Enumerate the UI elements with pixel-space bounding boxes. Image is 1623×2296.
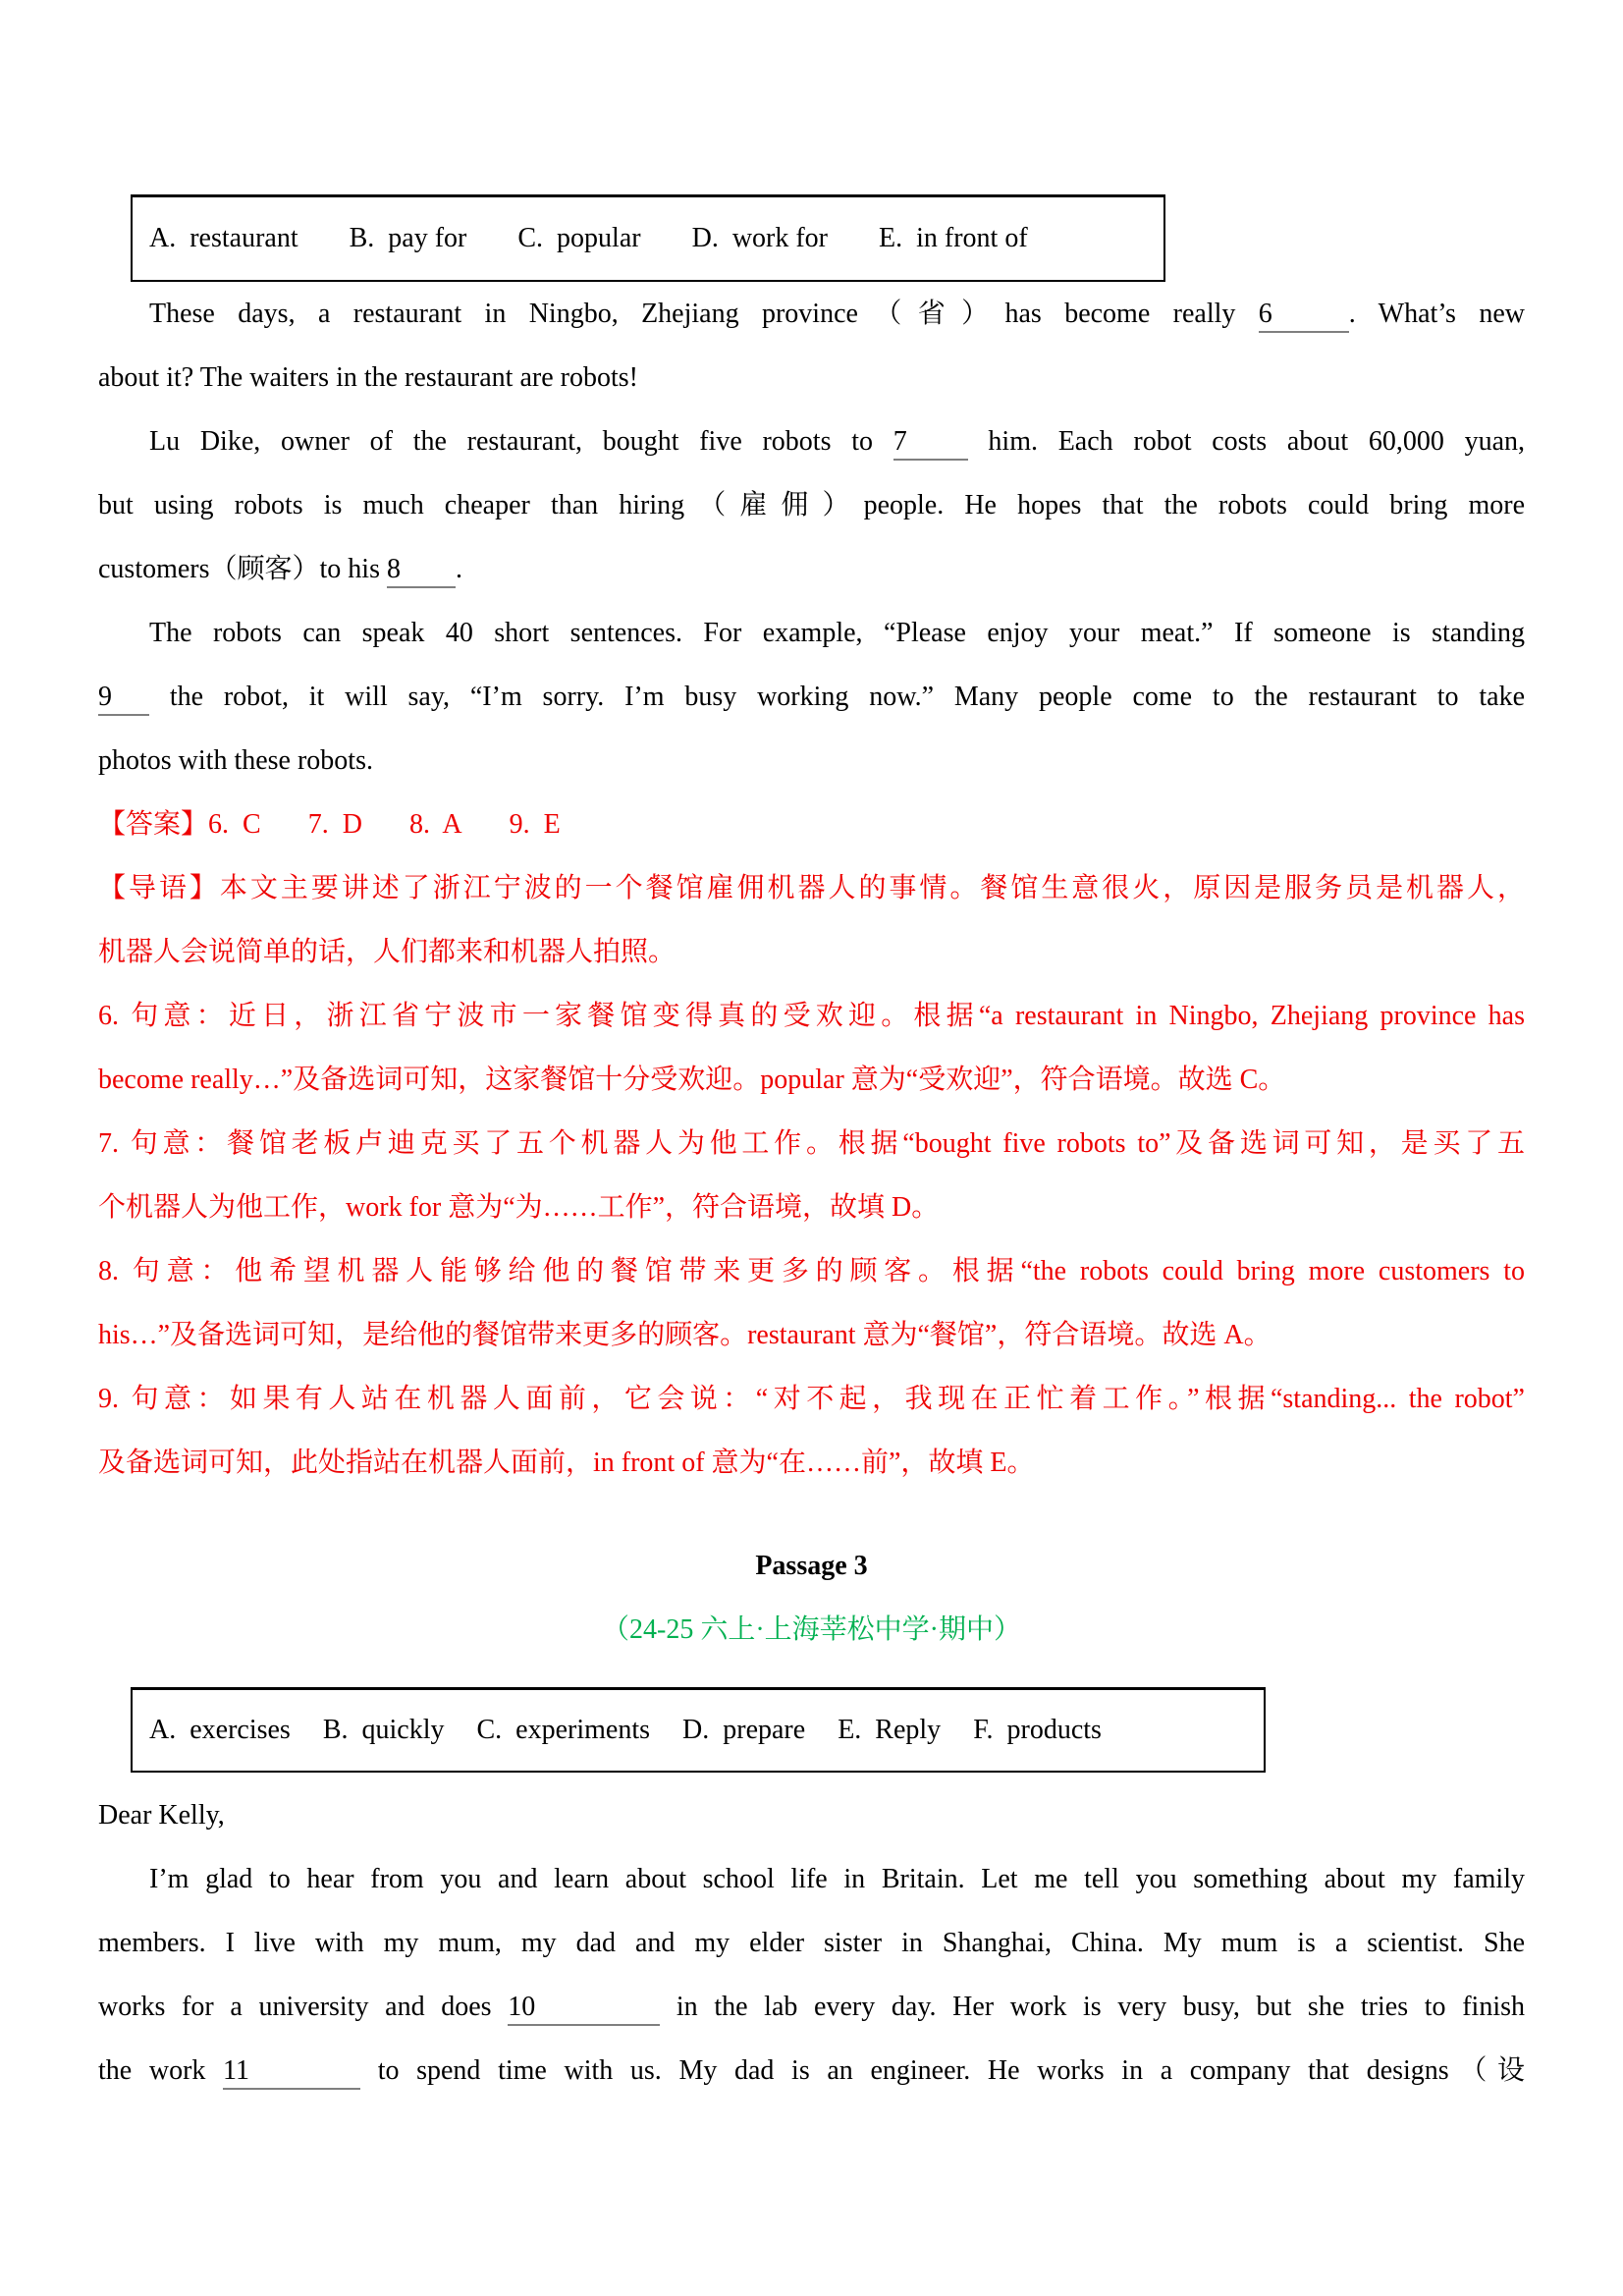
text-line (98, 346, 1525, 410)
option-item: 9. E (509, 809, 561, 840)
text-line (98, 601, 1525, 665)
option-item: F. products (973, 1715, 1102, 1745)
text-line (98, 410, 1525, 473)
text-line (98, 1367, 1525, 1431)
answer-label: 【答案】 (98, 809, 209, 840)
answer-items (208, 809, 561, 840)
option-item: C. experiments (476, 1715, 651, 1745)
word-bank-passage3 (131, 1687, 1266, 1773)
text-line (98, 920, 1525, 984)
option-item: A. exercises (149, 1715, 291, 1745)
passage3-body (98, 1847, 1525, 2103)
text-line (98, 473, 1525, 537)
text-line (98, 1431, 1525, 1495)
fill-blank-10: 10 (508, 1992, 660, 2026)
text-run: about it? The waiters in the restaurant are robots! (98, 362, 638, 393)
letter-salutation: Dear Kelly, (98, 1800, 225, 1831)
text-run: photos with these robots. (98, 745, 373, 776)
text-run: the robot, it will say, “I’m sorry. I’m busy working now.” Many people come to the restaurant to take (149, 682, 1525, 712)
text-run: members. I live with my mum, my dad and my elder sister in Shanghai, China. My mum is a scientist. She (98, 1928, 1525, 1958)
text-run: him. Each robot costs about 60,000 yuan, (967, 426, 1525, 457)
option-item: 7. D (307, 809, 362, 840)
fill-blank-9: 9 (98, 682, 149, 716)
option-item: B. quickly (322, 1715, 445, 1745)
text-line (98, 1175, 1525, 1239)
text-run: 个机器人为他工作，work for 意为“为……工作”，符合语境，故填 D。 (98, 1192, 940, 1223)
answer-line (98, 793, 1525, 856)
text-run: . (456, 554, 462, 584)
text-run: but using robots is much cheaper than hiring（雇佣）people. He hopes that the robots could bring more (98, 490, 1525, 520)
text-run: 【导语】本文主要讲述了浙江宁波的一个餐馆雇佣机器人的事情。餐馆生意很火，原因是服务员是机器人， (98, 873, 1525, 903)
option-item: D. prepare (682, 1715, 806, 1745)
text-run: I’m glad to hear from you and learn about school life in Britain. Let me tell you something about my family (149, 1864, 1525, 1894)
text-run: to spend time with us. My dad is an engineer. He works in a company that designs（设 (360, 2055, 1525, 2086)
option-item: E. in front of (879, 223, 1028, 253)
text-line (98, 984, 1525, 1048)
option-item: 6. C (208, 809, 261, 840)
option-item: A. restaurant (149, 223, 298, 253)
option-item: C. popular (517, 223, 641, 253)
text-run: Lu Dike, owner of the restaurant, bought five robots to (149, 426, 893, 457)
text-run: become really…”及备选词可知，这家餐馆十分受欢迎。popular 意为“受欢迎”，符合语境。故选 C。 (98, 1065, 1286, 1095)
text-line (98, 856, 1525, 920)
text-line (98, 1303, 1525, 1367)
text-line (98, 2039, 1525, 2103)
text-run: 机器人会说简单的话，人们都来和机器人拍照。 (98, 937, 676, 967)
text-run: 6. 句意：近日，浙江省宁波市一家餐馆变得真的受欢迎。根据“a restaurant in Ningbo, Zhejiang province has (98, 1001, 1525, 1031)
passage3-source: （24-25 六上·上海莘松中学·期中） (602, 1614, 1021, 1645)
text-line (98, 282, 1525, 346)
text-run: . What’s new (1348, 299, 1525, 329)
text-run: These days, a restaurant in Ningbo, Zhejiang province（省）has become really (149, 299, 1259, 329)
text-run: customers（顾客）to his (98, 554, 387, 584)
text-run: 9. 句意：如果有人站在机器人面前，它会说：“对不起，我现在正忙着工作。”根据“standing... the robot” (98, 1384, 1525, 1414)
text-line (98, 729, 1525, 793)
option-item: D. work for (691, 223, 829, 253)
text-run: the work (98, 2055, 224, 2086)
text-line (98, 1112, 1525, 1175)
fill-blank-8: 8 (387, 554, 456, 588)
text-line (98, 1975, 1525, 2039)
text-run: 8. 句意：他希望机器人能够给他的餐馆带来更多的顾客。根据“the robots could bring more customers to (98, 1256, 1525, 1286)
text-run: The robots can speak 40 short sentences. For example, “Please enjoy your meat.” If someone is standing (149, 618, 1525, 648)
text-run: 7. 句意：餐馆老板卢迪克买了五个机器人为他工作。根据“bought five robots to”及备选词可知，是买了五 (98, 1128, 1525, 1159)
passage2-analysis (98, 856, 1525, 1495)
text-run: his…”及备选词可知，是给他的餐馆带来更多的顾客。restaurant 意为“餐馆”，符合语境。故选 A。 (98, 1320, 1271, 1350)
word-bank-passage2 (131, 194, 1165, 282)
fill-blank-11: 11 (223, 2055, 360, 2090)
passage3-title: Passage 3 (755, 1551, 868, 1581)
text-line (98, 1048, 1525, 1112)
option-item: E. Reply (838, 1715, 942, 1745)
fill-blank-6: 6 (1259, 299, 1349, 333)
fill-blank-7: 7 (893, 426, 968, 461)
text-line (98, 1847, 1525, 1911)
text-line (98, 537, 1525, 601)
option-item: B. pay for (349, 223, 467, 253)
text-line (98, 1911, 1525, 1975)
text-line (98, 665, 1525, 729)
option-item: 8. A (408, 809, 462, 840)
text-run: works for a university and does (98, 1992, 509, 2022)
passage2-body (98, 282, 1525, 793)
text-run: 及备选词可知，此处指站在机器人面前，in front of 意为“在……前”，故填 E。 (98, 1448, 1035, 1478)
text-line (98, 1239, 1525, 1303)
text-run: in the lab every day. Her work is very busy, but she tries to finish (660, 1992, 1525, 2022)
